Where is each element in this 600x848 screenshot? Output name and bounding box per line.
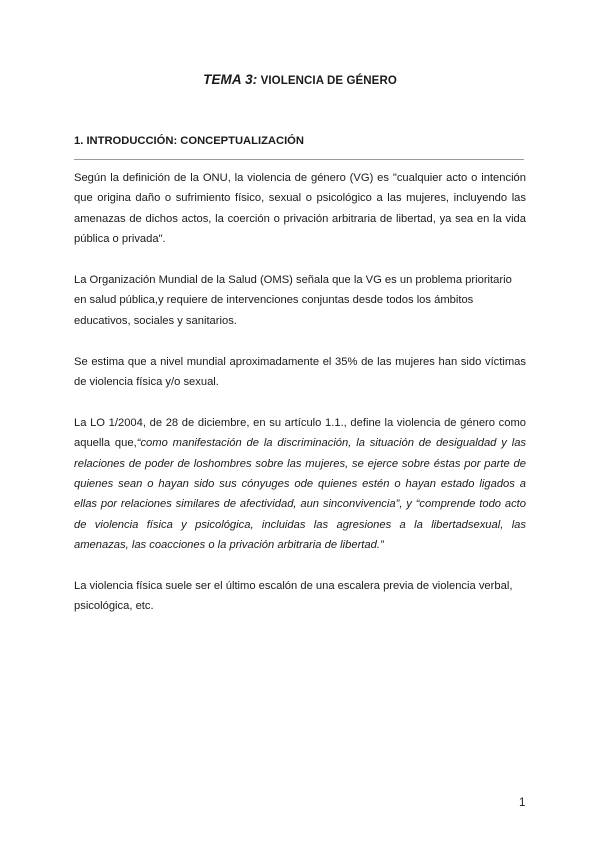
section-heading: 1. INTRODUCCIÓN: CONCEPTUALIZACIÓN xyxy=(74,135,304,147)
lo-quote-text: “como manifestación de la discriminación, la situación de desigualdad y las relaciones de poder de loshombres sobre las mujeres, se ejerce sobre éstas por parte de quienes sean o hayan sido sus cónyuges ode quienes estén o hayan estado ligados a ellas por relaciones similares de afectividad, aun sinconvivencia”, y “comprende todo acto de violencia física y psicológica, incluidas las agresiones a la libertadsexual, las amenazas, las coacciones o la privación arbitraria de libertad.” xyxy=(74,437,527,552)
paragraph-lo-2004 xyxy=(74,413,526,556)
document-body xyxy=(74,168,526,637)
page-title xyxy=(0,72,600,87)
paragraph-physical-violence: La violencia física suele ser el último escalón de una escalera previa de violencia verbal, psicológica, etc. xyxy=(74,580,513,613)
section-divider xyxy=(74,159,524,160)
paragraph-onu-definition: Según la definición de la ONU, la violencia de género (VG) es "cualquier acto o intención que origina daño o sufrimiento físico, sexual o psicológico a las mujeres, incluyendo las amenazas de dichos actos, la coerción o privación arbitraria de libertad, ya sea en la vida pública o privada". xyxy=(74,172,526,246)
paragraph-oms: La Organización Mundial de la Salud (OMS) señala que la VG es un problema prioritario en salud pública,y requiere de intervenciones conjuntas desde todos los ámbitos educativos, sociales y sanitarios. xyxy=(74,274,512,327)
page-number: 1 xyxy=(519,797,526,809)
lo-intro-text: La LO 1/2004, de 28 de diciembre, en su artículo 1.1., define la violencia de género como aquella que, xyxy=(74,416,526,450)
paragraph-estimate: Se estima que a nivel mundial aproximadamente el 35% de las mujeres han sido víctimas de violencia física y/o sexual. xyxy=(74,355,526,389)
tema-label: TEMA 3: xyxy=(203,72,258,87)
tema-topic: VIOLENCIA DE GÉNERO xyxy=(260,75,397,87)
